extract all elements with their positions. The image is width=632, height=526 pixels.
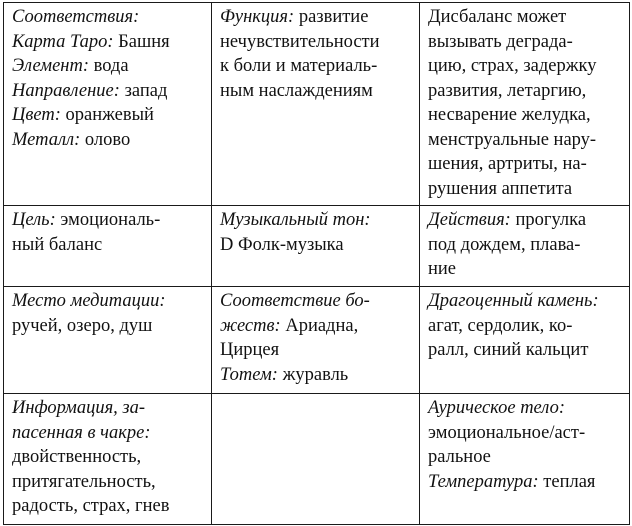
cell-line [220,5,411,30]
cell-line [12,128,203,153]
cell-line [12,208,203,233]
cell-value-text: рушения аппетита [428,178,573,199]
empty-cell [212,394,420,525]
cell-line [428,233,621,258]
cell-value-text: Башня [113,31,170,52]
cell-line [12,103,203,128]
cell-value-text: ралл, синий кальцит [428,340,589,360]
auric-body-cell [420,394,630,525]
cell-value-text: под дождем, плава- [428,234,581,255]
cell-value-text: ным наслаждениям [220,80,373,101]
cell-label-text: Место медитации: [12,291,166,311]
cell-value-text: развития, летаргию, [428,80,587,101]
cell-line [12,396,203,421]
gemstone-cell [420,287,630,394]
cell-value-text: ный баланс [12,234,103,255]
cell-value-text: запад [119,80,168,101]
cell-label-text: Металл: [12,129,81,150]
cell-value-text: ральное [428,447,491,467]
table-row [4,287,630,394]
cell-value-text: прогулка [510,210,587,230]
cell-label-text: Информация, за- [12,398,146,418]
function-cell [212,3,420,206]
cell-line [428,177,621,202]
cell-line [428,152,621,177]
cell-line [428,5,621,30]
deities-cell [212,287,420,394]
cell-value-text: менструальные нару- [428,129,597,150]
cell-value-text: притягательность, [12,471,156,492]
cell-label-text: Элемент: [12,56,89,76]
cell-line [428,289,621,314]
cell-line [428,445,621,470]
cell-line [428,30,621,55]
musical-tone-cell [212,206,420,287]
cell-label-text: Соответствия: [12,7,140,27]
cell-line [220,30,411,55]
table-row [4,394,630,525]
meditation-place-cell [4,287,212,394]
cell-line [220,233,411,258]
cell-value-text: несварение желудка, [428,105,591,125]
cell-line [428,257,621,282]
cell-label-text: Температура: [428,471,539,492]
cell-label-text: Соответствие бо- [220,291,370,311]
cell-line [428,54,621,79]
cell-line [12,445,203,470]
cell-value-text: ручей, озеро, душ [12,315,153,336]
cell-value-text: двойственность, [12,447,142,467]
cell-line [428,338,621,363]
cell-label-text: Аурическое тело: [428,398,566,418]
cell-label-text: Карта Таро: [12,31,114,52]
chakra-correspondence-table [3,2,630,525]
cell-value-text: агат, сердолик, ко- [428,315,573,336]
chakra-information-cell [4,394,212,525]
cell-value-text: вода [88,56,129,76]
cell-line [12,289,203,314]
cell-line [220,54,411,79]
activities-cell [420,206,630,287]
cell-value-text: нечувствительности [220,31,380,52]
cell-line [12,79,203,104]
table-row [4,3,630,206]
goal-cell [4,206,212,287]
cell-line [12,470,203,495]
cell-line [12,494,203,519]
cell-line [220,289,411,314]
cell-label-text: Драгоценный камень: [428,291,599,311]
cell-value-text: эмоциональное/аст- [428,422,586,443]
cell-label-text: Цвет: [12,105,61,125]
cell-label-text: пасенная в чакре: [12,422,151,443]
cell-value-text: D Фолк-музыка [220,234,344,255]
cell-value-text: шения, артриты, на- [428,154,587,174]
cell-line [12,30,203,55]
cell-line [428,421,621,446]
cell-line [428,396,621,421]
cell-line [220,338,411,363]
imbalance-cell [420,3,630,206]
cell-line [220,363,411,388]
cell-label-text: Действия: [428,210,511,230]
cell-line [12,233,203,258]
cell-line [220,79,411,104]
cell-value-text: эмоциональ- [55,210,161,230]
table-row [4,206,630,287]
cell-line [428,470,621,495]
cell-value-text: теплая [538,471,596,492]
cell-value-text: оранжевый [60,105,154,125]
cell-value-text: вызывать деграда- [428,31,573,52]
cell-line [428,128,621,153]
cell-label-text: Музыкальный тон: [220,210,371,230]
cell-label-text: Цель: [12,210,56,230]
cell-line [12,421,203,446]
cell-value-text: Цирцея [220,340,280,360]
correspondences-cell [4,3,212,206]
cell-line [428,208,621,233]
cell-value-text: радость, страх, гнев [12,496,170,516]
cell-value-text: журавль [277,364,349,385]
cell-label-text: Направление: [12,80,120,101]
cell-label-text: Тотем: [220,364,278,385]
cell-value-text: к боли и материаль- [220,56,378,76]
cell-line [220,314,411,339]
cell-label-text: Функция: [220,7,295,27]
cell-line [220,208,411,233]
cell-value-text: цию, страх, задержку [428,56,597,76]
cell-line [12,5,203,30]
cell-line [428,79,621,104]
cell-value-text: Дисбаланс может [428,7,567,27]
cell-value-text: развитие [294,7,369,27]
cell-line [428,314,621,339]
cell-line [12,54,203,79]
cell-line [12,314,203,339]
cell-line [428,103,621,128]
cell-value-text: ние [428,259,457,279]
cell-value-text: Ариадна, [280,315,359,336]
cell-value-text: олово [80,129,131,150]
cell-label-text: жеств: [220,315,281,336]
